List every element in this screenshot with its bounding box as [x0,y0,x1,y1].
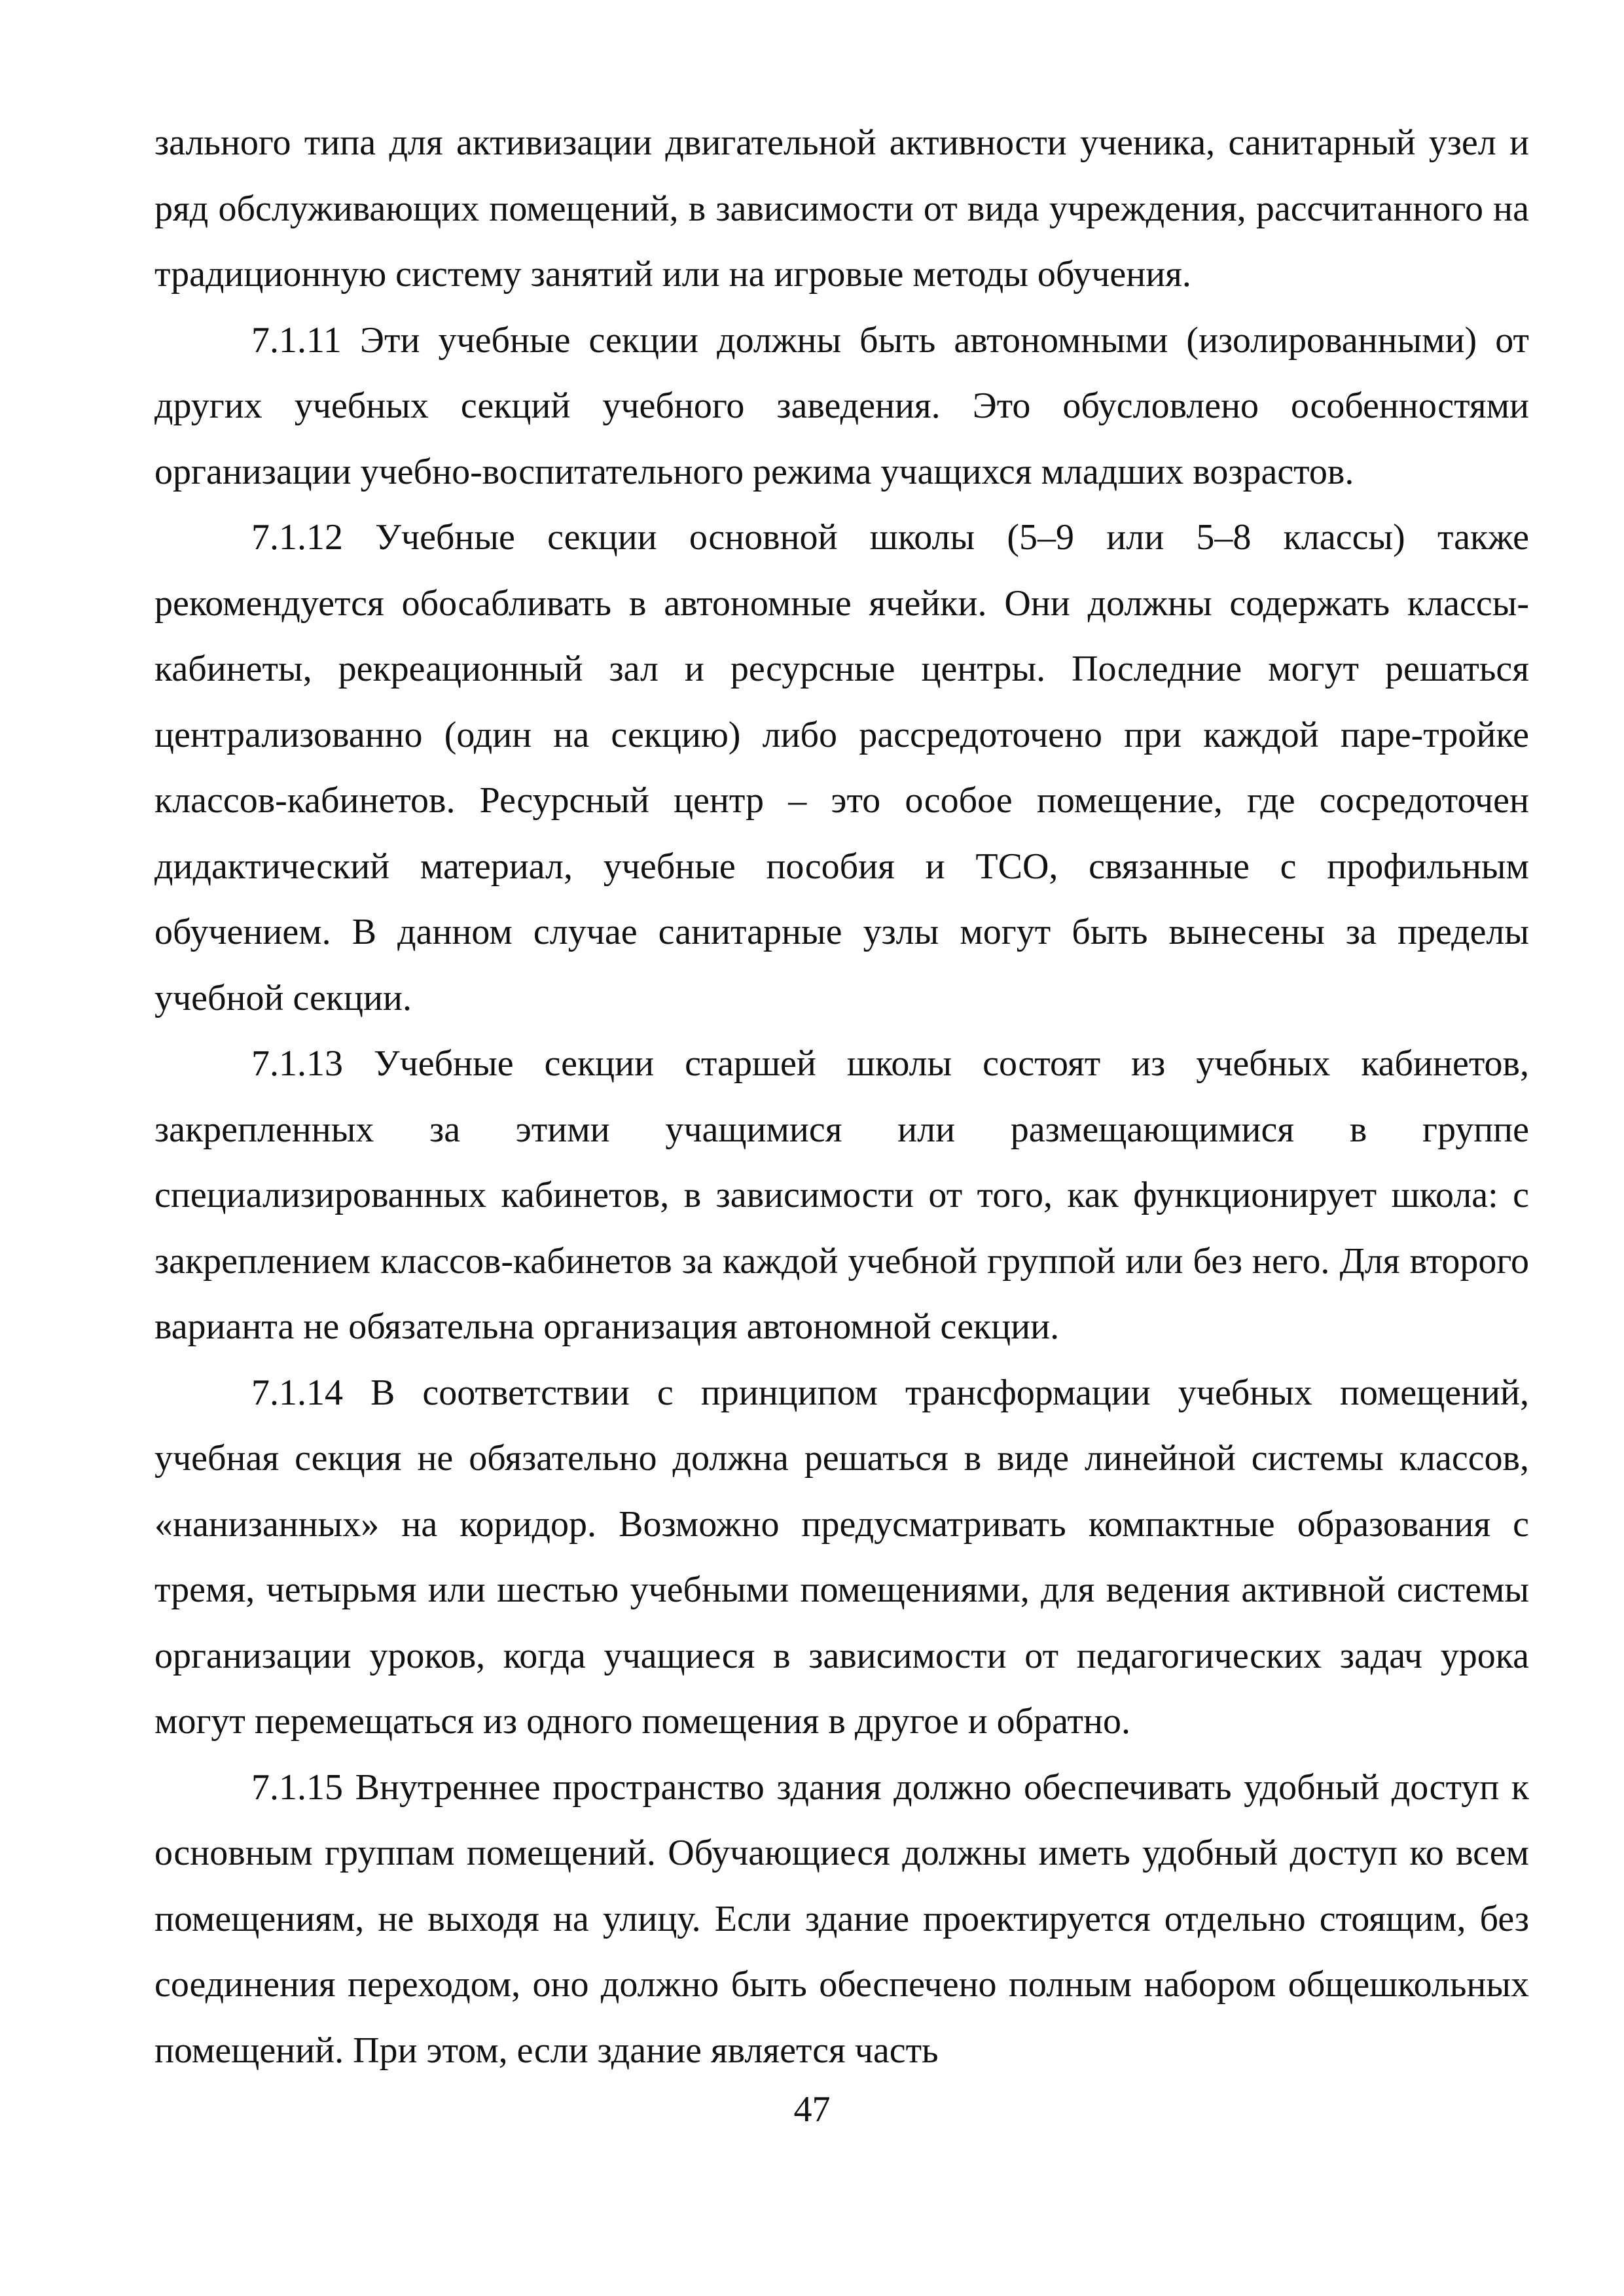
paragraph-7-1-13: 7.1.13 Учебные секции старшей школы состоят из учебных кабинетов, закрепленных за этими учащимися или размещающимися в группе специализированных кабинетов, в зависимости от того, как функционирует школа: с закреплением классов-кабинетов за каждой учебной группой или без него. Для второго варианта не обязательна организация автономной секции. [154,1043,1529,1347]
paragraph-7-1-15: 7.1.15 Внутреннее пространство здания должно обеспечивать удобный доступ к основным группам помещений. Обучающиеся должны иметь удобный доступ ко всем помещениям, не выходя на улицу. Если здание проектируется отдельно стоящим, без соединения переходом, оно должно быть обеспечено полным набором общешкольных помещений. При этом, если здание является часть [154,1767,1529,2071]
page-number: 47 [793,2089,831,2130]
paragraph-continuation: зального типа для активизации двигательной активности ученика, санитарный узел и ряд обслуживающих помещений, в зависимости от вида учреждения, рассчитанного на традиционную систему занятий или на игровые методы обучения. [154,122,1529,295]
paragraph-7-1-11: 7.1.11 Эти учебные секции должны быть автономными (изолированными) от других учебных секций учебного заведения. Это обусловлено особенностями организации учебно-воспитательного режима учащихся младших возрастов. [154,319,1529,492]
paragraph-7-1-14: 7.1.14 В соответствии с принципом трансформации учебных помещений, учебная секция не обязательно должна решаться в виде линейной системы классов, «нанизанных» на коридор. Возможно предусматривать компактные образования с тремя, четырьмя или шестью учебными помещениями, для ведения активной системы организации уроков, когда учащиеся в зависимости от педагогических задач урока могут перемещаться из одного помещения в другое и обратно. [154,1372,1529,1742]
body-text [154,110,1529,2083]
paragraph-7-1-12: 7.1.12 Учебные секции основной школы (5–9 или 5–8 классы) также рекомендуется обосабливать в автономные ячейки. Они должны содержать классы-кабинеты, рекреационный зал и ресурсные центры. Последние могут решаться централизованно (один на секцию) либо рассредоточено при каждой паре-тройке классов-кабинетов. Ресурсный центр – это особое помещение, где сосредоточен дидактический материал, учебные пособия и ТСО, связанные с профильным обучением. В данном случае санитарные узлы могут быть вынесены за пределы учебной секции. [154,517,1529,1018]
